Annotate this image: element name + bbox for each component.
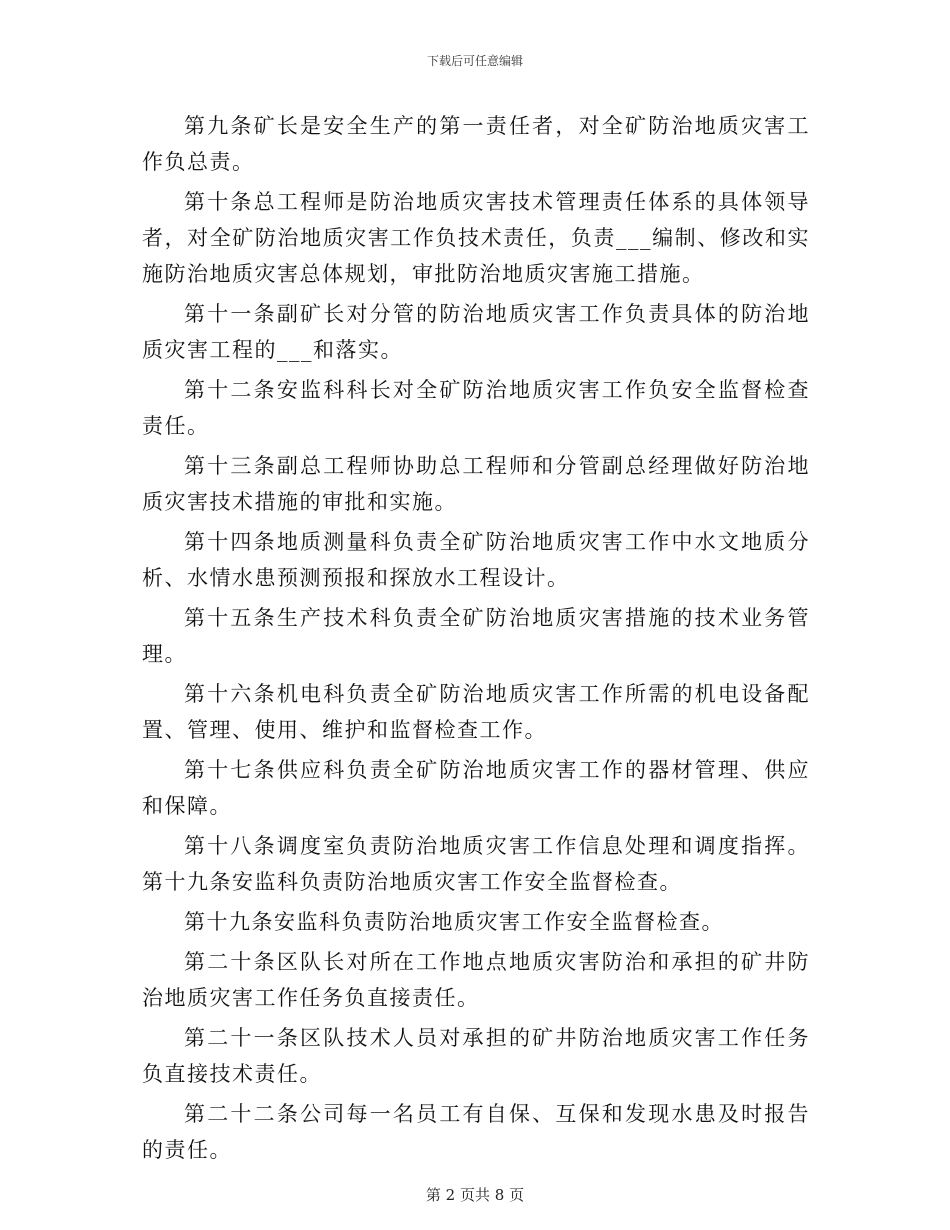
paragraph-article-16: 第十六条机电科负责全矿防治地质灾害工作所需的机电设备配置、管理、使用、维护和监督检查工作。 <box>142 682 810 742</box>
document-body <box>142 108 810 1172</box>
paragraph-article-17: 第十七条供应科负责全矿防治地质灾害工作的器材管理、供应和保障。 <box>142 758 810 818</box>
paragraph-article-11: 第十一条副矿长对分管的防治地质灾害工作负责具体的防治地质灾害工程的___和落实。 <box>142 302 810 362</box>
paragraph-article-9: 第九条矿长是安全生产的第一责任者，对全矿防治地质灾害工作负总责。 <box>142 114 810 174</box>
paragraph-article-13: 第十三条副总工程师协助总工程师和分管副总经理做好防治地质灾害技术措施的审批和实施。 <box>142 454 810 514</box>
page-header: 下载后可任意编辑 <box>426 54 523 68</box>
page-footer: 第 2 页共 8 页 <box>425 1186 525 1204</box>
paragraph-article-20: 第二十条区队长对所在工作地点地质灾害防治和承担的矿井防治地质灾害工作任务负直接责任。 <box>142 950 810 1010</box>
paragraph-article-15: 第十五条生产技术科负责全矿防治地质灾害措施的技术业务管理。 <box>142 606 810 666</box>
paragraph-article-14: 第十四条地质测量科负责全矿防治地质灾害工作中水文地质分析、水情水患预测预报和探放水工程设计。 <box>142 530 810 590</box>
paragraph-article-18: 第十八条调度室负责防治地质灾害工作信息处理和调度指挥。第十九条安监科负责防治地质灾害工作安全监督检查。 <box>142 834 810 894</box>
paragraph-article-21: 第二十一条区队技术人员对承担的矿井防治地质灾害工作任务负直接技术责任。 <box>142 1026 810 1086</box>
paragraph-article-10: 第十条总工程师是防治地质灾害技术管理责任体系的具体领导者，对全矿防治地质灾害工作负技术责任，负责___编制、修改和实施防治地质灾害总体规划，审批防治地质灾害施工措施。 <box>142 190 810 286</box>
paragraph-article-22: 第二十二条公司每一名员工有自保、互保和发现水患及时报告的责任。 <box>142 1102 810 1162</box>
paragraph-article-12: 第十二条安监科科长对全矿防治地质灾害工作负安全监督检查责任。 <box>142 378 810 438</box>
paragraph-article-19: 第十九条安监科负责防治地质灾害工作安全监督检查。 <box>184 910 724 934</box>
